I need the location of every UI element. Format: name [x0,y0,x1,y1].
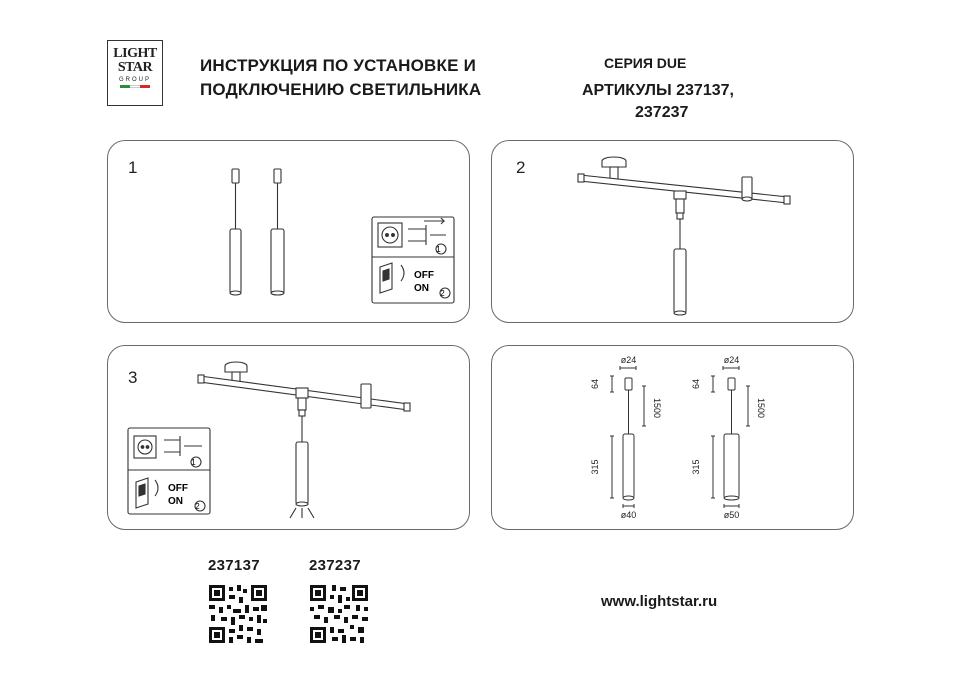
step-1-marker: 1 [436,245,441,254]
article-numbers [582,80,734,124]
step-1-marker: 1 [191,458,196,467]
lamp-b-top-diameter: ø24 [723,355,740,365]
articles-line-2: 237237 [635,104,689,121]
lamp-a-cap-height: 64 [590,378,600,390]
logo-group: GROUP [118,77,151,83]
title-line-1: ИНСТРУКЦИЯ ПО УСТАНОВКЕ И [200,56,476,75]
lamp-b-cap-height: 64 [691,378,701,390]
lamp-a-cord-length: 1500 [652,397,662,419]
product-code-a: 237137 [208,557,260,574]
step-number: 1 [128,158,138,177]
lamp-b-cord-length: 1500 [756,397,766,419]
switch-off-label: OFF [168,483,188,494]
step-2-marker: 2 [195,502,200,511]
panel-dimensions [491,345,854,530]
qr-code-icon[interactable] [209,585,267,643]
panel-step-2 [491,140,854,323]
switch-off-label: OFF [414,270,434,281]
lamp-a-top-diameter: ø24 [620,355,637,365]
logo-line-2: STAR [117,60,153,75]
series-label: СЕРИЯ DUE [604,55,687,71]
two-pendant-lamps-illustration [108,141,471,324]
panel-step-3 [107,345,470,530]
articles-line-1: АРТИКУЛЫ 237137, [582,82,734,99]
italian-flag-icon [120,85,150,88]
step-number: 2 [516,158,526,177]
lamp-b-body-diameter: ø50 [723,510,740,520]
track-mounting-illustration [492,141,855,324]
panel-step-1 [107,140,470,323]
track-connection-illustration [108,346,471,531]
lamp-a-body-diameter: ø40 [620,510,637,520]
switch-on-label: ON [168,496,183,507]
switch-on-label: ON [414,283,429,294]
logo-line-1: LIGHT [113,46,157,61]
step-2-marker: 2 [440,289,445,298]
product-code-b: 237237 [309,557,361,574]
title-line-2: ПОДКЛЮЧЕНИЮ СВЕТИЛЬНИКА [200,80,482,99]
lightstar-logo [107,40,163,106]
step-number: 3 [128,368,138,387]
lamp-a-body-height: 315 [590,459,600,475]
dimensions-drawing [492,346,855,531]
document-title [200,54,481,102]
qr-code-icon[interactable] [310,585,368,643]
lamp-b-body-height: 315 [691,459,701,475]
website-link[interactable]: www.lightstar.ru [601,593,718,610]
